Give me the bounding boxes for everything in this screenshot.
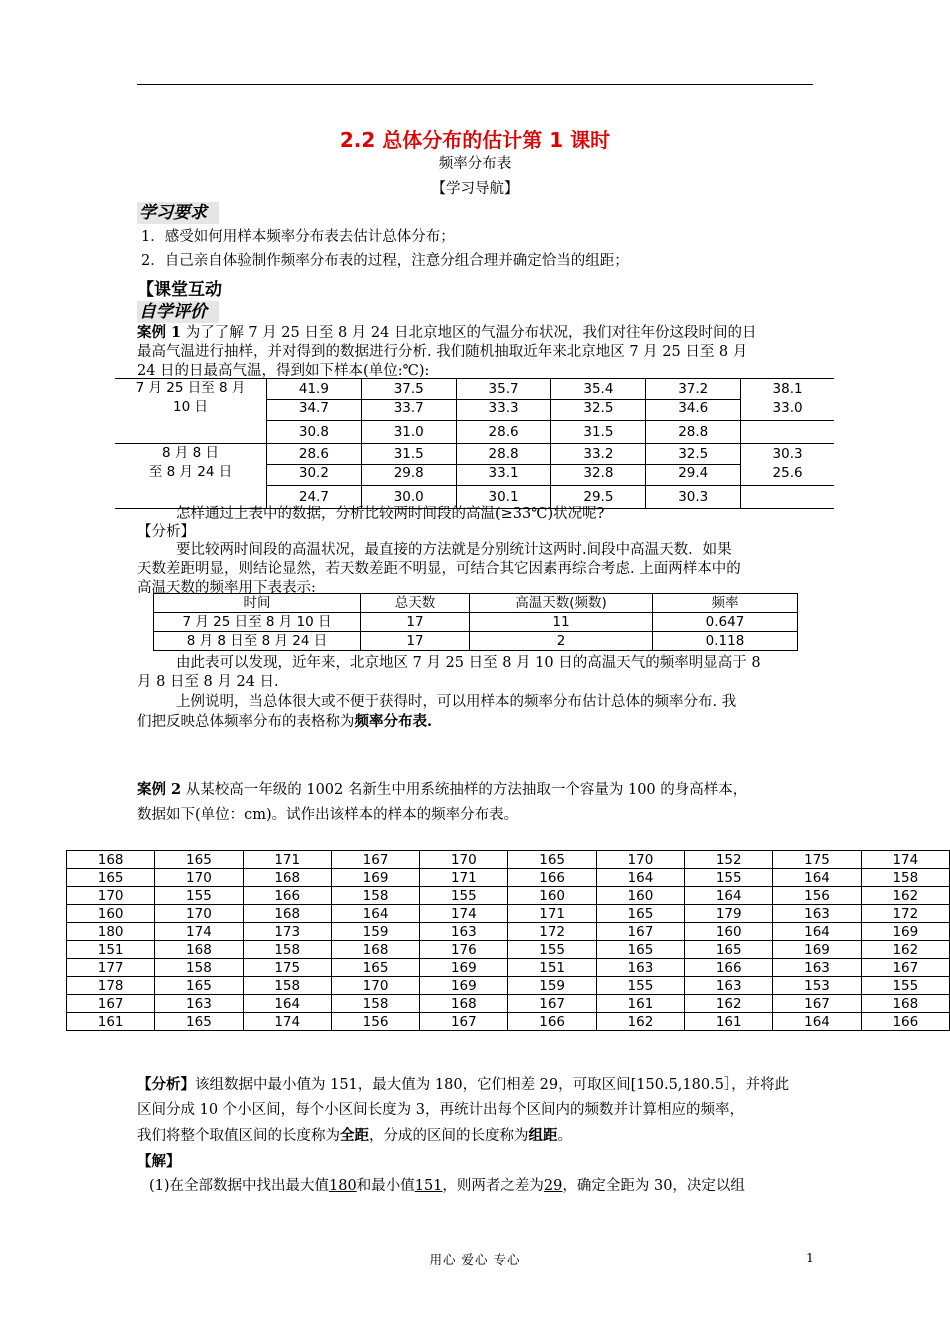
table-cell: 28.6	[456, 421, 551, 444]
table-row	[67, 959, 950, 977]
case1-label: 案例 1	[137, 324, 182, 341]
table-cell: 163	[773, 905, 861, 923]
case1-line2: 最高气温进行抽样，并对得到的数据进行分析. 我们随机抽取近年来北京地区 7 月 25 日至 8 月	[137, 344, 748, 360]
difference-value: 29	[543, 1178, 563, 1194]
term-full-range: 全距	[340, 1127, 369, 1144]
subtitle: 频率分布表	[438, 156, 512, 172]
table-cell: 151	[67, 941, 155, 959]
table-cell: 166	[508, 1013, 596, 1031]
table-cell: 167	[508, 995, 596, 1013]
table-cell: 174	[861, 851, 949, 869]
period1-line2: 10 日	[173, 399, 208, 415]
table-cell: 170	[331, 977, 419, 995]
table-cell: 166	[861, 1013, 949, 1031]
table-row	[154, 632, 798, 651]
table-cell: 163	[596, 959, 684, 977]
max-value: 180	[329, 1178, 357, 1194]
table-cell: 0.647	[653, 613, 798, 632]
table-cell: 164	[773, 869, 861, 887]
table-cell: 165	[67, 869, 155, 887]
table-cell: 164	[685, 887, 773, 905]
table-cell: 163	[773, 959, 861, 977]
table-cell: 169	[773, 941, 861, 959]
table-cell: 31.5	[551, 421, 646, 444]
page-number: 1	[806, 1250, 814, 1265]
table-cell: 169	[420, 977, 508, 995]
table-cell: 35.7	[456, 379, 551, 400]
table-cell: 166	[685, 959, 773, 977]
table-cell: 155	[420, 887, 508, 905]
summary-text: 们把反映总体频率分布的表格称为	[137, 714, 355, 730]
case2-analysis-label: 【分析】	[137, 1076, 195, 1093]
table-cell: 159	[508, 977, 596, 995]
case1-analysis-line1: 要比较两时间段的高温状况，最直接的方法就是分别统计这两时.间段中高温天数．如果	[176, 542, 732, 558]
table-cell: 170	[155, 869, 243, 887]
table-row	[115, 444, 834, 465]
table-cell: 33.3	[456, 400, 551, 421]
table-cell: 158	[861, 869, 949, 887]
table-cell: 171	[508, 905, 596, 923]
text: (1)在全部数据中找出最大值	[149, 1178, 330, 1194]
table-cell: 167	[420, 1013, 508, 1031]
table-row	[67, 1013, 950, 1031]
table-cell: 165	[596, 941, 684, 959]
requirement-item-2: 2．自己亲自体验制作频率分布表的过程，注意分组合理并确定恰当的组距；	[141, 253, 629, 269]
case1-analysis-line2: 天数差距明显，则结论显然，若天数差距不明显，可结合其它因素再综合考虑. 上面两样本中的	[137, 561, 741, 577]
table-cell: 165	[155, 851, 243, 869]
table-cell: 11	[470, 613, 653, 632]
summary-line2	[137, 712, 827, 732]
table-cell: 158	[155, 959, 243, 977]
table-cell: 17	[361, 613, 470, 632]
table-cell	[741, 421, 834, 444]
header-rule	[137, 84, 813, 85]
table-cell: 163	[155, 995, 243, 1013]
table-cell: 172	[861, 905, 949, 923]
table-cell: 162	[685, 995, 773, 1013]
conclusion-line1: 由此表可以发现，近年来，北京地区 7 月 25 日至 8 月 10 日的高温天气的频率明显高于 8	[176, 655, 761, 671]
table-cell: 30.2	[267, 465, 362, 486]
table-cell: 28.8	[646, 421, 741, 444]
table-cell: 24.7	[267, 486, 362, 509]
table-cell: 165	[331, 959, 419, 977]
table-cell: 174	[155, 923, 243, 941]
table-row	[67, 995, 950, 1013]
table-cell: 167	[596, 923, 684, 941]
frequency-table	[153, 593, 798, 651]
table-cell: 158	[243, 941, 331, 959]
table-cell: 156	[331, 1013, 419, 1031]
table-cell: 174	[420, 905, 508, 923]
table-cell: 169	[861, 923, 949, 941]
page-title: 2.2 总体分布的估计第 1 课时	[339, 128, 611, 152]
table-cell: 167	[67, 995, 155, 1013]
table-cell: 166	[508, 869, 596, 887]
table-cell: 164	[773, 923, 861, 941]
term-frequency-table: 频率分布表.	[354, 713, 433, 730]
table-cell: 162	[861, 941, 949, 959]
table-cell: 164	[331, 905, 419, 923]
case2-analysis-line2: 区间分成 10 个小区间，每个小区间长度为 3，再统计出每个区间内的频数并计算相应的频率，	[137, 1102, 744, 1118]
table-cell: 29.5	[551, 486, 646, 509]
table-cell: 161	[685, 1013, 773, 1031]
period2-line2: 至 8 月 24 日	[148, 464, 233, 480]
table-cell: 165	[596, 905, 684, 923]
column-header: 总天数	[361, 594, 470, 613]
table-cell: 7 月 25 日至 8 月 10 日	[154, 613, 361, 632]
table-cell: 28.6	[267, 444, 362, 465]
table-cell: 2	[470, 632, 653, 651]
table-cell: 164	[243, 995, 331, 1013]
table-cell: 17	[361, 632, 470, 651]
table-cell: 155	[155, 887, 243, 905]
table-cell: 155	[685, 869, 773, 887]
table-cell: 32.5	[551, 400, 646, 421]
table-cell: 151	[508, 959, 596, 977]
period2-label	[115, 444, 267, 509]
table-cell: 163	[420, 923, 508, 941]
table-cell: 153	[773, 977, 861, 995]
table-row	[67, 941, 950, 959]
table-row	[67, 869, 950, 887]
table-cell: 38.1	[741, 379, 834, 400]
table-cell: 167	[331, 851, 419, 869]
text: 我们将整个取值区间的长度称为	[137, 1128, 340, 1144]
table-cell: 164	[596, 869, 684, 887]
column-header: 高温天数(频数)	[470, 594, 653, 613]
table-cell: 29.4	[646, 465, 741, 486]
case2-analysis	[137, 1072, 827, 1199]
solution-label: 【解】	[137, 1153, 181, 1170]
table-cell: 30.8	[267, 421, 362, 444]
table-cell: 177	[67, 959, 155, 977]
table-cell: 168	[243, 905, 331, 923]
table-cell: 162	[861, 887, 949, 905]
case2-intro	[137, 777, 827, 828]
text: ，确定全距为 30，决定以组	[562, 1178, 745, 1194]
table-cell: 37.2	[646, 379, 741, 400]
table-row	[67, 887, 950, 905]
table-cell: 163	[685, 977, 773, 995]
nav-heading: 【学习导航】	[431, 181, 519, 197]
table-cell: 31.0	[361, 421, 456, 444]
table-cell: 170	[420, 851, 508, 869]
case2-label: 案例 2	[137, 781, 182, 798]
table-cell: 25.6	[772, 464, 803, 481]
case1-line3: 24 日的日最高气温，得到如下样本(单位:℃):	[137, 363, 430, 379]
table-cell: 30.0	[361, 486, 456, 509]
table-cell: 180	[67, 923, 155, 941]
text: ，则两者之差为	[442, 1178, 544, 1194]
table-cell: 168	[861, 995, 949, 1013]
table-cell: 30.3	[741, 444, 834, 465]
table-cell: 165	[155, 977, 243, 995]
period2-line1: 8 月 8 日	[161, 445, 220, 461]
case1-intro	[137, 323, 827, 381]
table-cell: 175	[243, 959, 331, 977]
table-cell: 162	[596, 1013, 684, 1031]
table-cell: 168	[67, 851, 155, 869]
case2-line2: 数据如下(单位：cm)。试作出该样本的样本的频率分布表。	[137, 807, 519, 823]
requirements-heading: 学习要求	[137, 202, 219, 224]
term-class-width: 组距	[528, 1127, 558, 1144]
case2-line1: 从某校高一年级的 1002 名新生中用系统抽样的方法抽取一个容量为 100 的身高样本，	[185, 782, 748, 798]
table-row	[67, 977, 950, 995]
table-cell: 160	[67, 905, 155, 923]
table-cell: 168	[155, 941, 243, 959]
table-cell: 164	[773, 1013, 861, 1031]
table-cell: 161	[67, 1013, 155, 1031]
text: ，分成的区间的长度称为	[369, 1128, 529, 1144]
table-cell: 29.8	[361, 465, 456, 486]
table-cell: 170	[155, 905, 243, 923]
table-cell: 30.1	[456, 486, 551, 509]
footer-text: 用心 爱心 专心	[429, 1252, 521, 1267]
table-cell: 28.8	[456, 444, 551, 465]
table-cell: 160	[685, 923, 773, 941]
table-cell: 30.3	[646, 486, 741, 509]
table-cell: 41.9	[267, 379, 362, 400]
case1-line1: 为了了解 7 月 25 日至 8 月 24 日北京地区的气温分布状况，我们对往年份这段时间的日	[185, 325, 757, 341]
table-cell: 156	[773, 887, 861, 905]
table-cell: 178	[67, 977, 155, 995]
table-cell: 34.6	[646, 400, 741, 421]
case2-analysis-line3	[137, 1123, 827, 1149]
table-cell: 152	[685, 851, 773, 869]
period1-line1: 7 月 25 日至 8 月	[135, 380, 246, 396]
summary-line1: 上例说明，当总体很大或不便于获得时，可以用样本的频率分布估计总体的频率分布. 我	[176, 694, 737, 710]
self-eval-heading: 自学评价	[137, 301, 219, 323]
solution-line1	[137, 1174, 827, 1199]
conclusion-line2: 月 8 日至 8 月 24 日.	[137, 674, 279, 690]
table-cell: 159	[331, 923, 419, 941]
table-cell: 33.1	[456, 465, 551, 486]
table-cell: 33.2	[551, 444, 646, 465]
table-cell: 158	[331, 887, 419, 905]
table-cell: 0.118	[653, 632, 798, 651]
table-cell: 37.5	[361, 379, 456, 400]
table-cell: 167	[861, 959, 949, 977]
table-cell: 174	[243, 1013, 331, 1031]
table-row	[67, 923, 950, 941]
column-header: 频率	[653, 594, 798, 613]
table-cell: 34.7	[267, 400, 362, 421]
table-cell: 173	[243, 923, 331, 941]
table-cell: 168	[331, 941, 419, 959]
table-cell: 160	[508, 887, 596, 905]
table-cell: 172	[508, 923, 596, 941]
temperature-table	[115, 378, 834, 509]
table-cell: 169	[331, 869, 419, 887]
table-cell: 169	[420, 959, 508, 977]
table-cell: 158	[243, 977, 331, 995]
case2-analysis-line1: 该组数据中最小值为 151，最大值为 180，它们相差 29，可取区间[150.5,180.5］，并将此	[195, 1077, 790, 1093]
table-cell: 165	[685, 941, 773, 959]
table-cell: 166	[243, 887, 331, 905]
table-cell: 179	[685, 905, 773, 923]
table-cell: 32.5	[646, 444, 741, 465]
table-cell: 33.0	[772, 399, 803, 416]
table-row	[154, 613, 798, 632]
table-cell: 175	[773, 851, 861, 869]
table-cell: 170	[596, 851, 684, 869]
table-cell: 158	[331, 995, 419, 1013]
table-cell: 168	[420, 995, 508, 1013]
table-cell: 31.5	[361, 444, 456, 465]
period1-label	[115, 379, 267, 444]
column-header: 时间	[154, 594, 361, 613]
table-header-row	[154, 594, 798, 613]
table-cell: 161	[596, 995, 684, 1013]
case1-analysis-line3: 高温天数的频率用下表表示:	[137, 580, 316, 596]
table-cell: 155	[596, 977, 684, 995]
height-data-table	[66, 850, 950, 1031]
table-cell: 155	[508, 941, 596, 959]
case1-question: 怎样通过上表中的数据，分析比较两时间段的高温(≥33℃)状况呢?	[176, 506, 605, 522]
table-cell: 8 月 8 日至 8 月 24 日	[154, 632, 361, 651]
table-cell: 170	[67, 887, 155, 905]
table-cell: 168	[243, 869, 331, 887]
table-cell: 171	[243, 851, 331, 869]
table-cell: 165	[155, 1013, 243, 1031]
table-cell: 167	[773, 995, 861, 1013]
table-cell: 32.8	[551, 465, 646, 486]
table-cell	[741, 486, 834, 509]
table-cell: 176	[420, 941, 508, 959]
requirement-item-1: 1．感受如何用样本频率分布表去估计总体分布；	[141, 229, 455, 245]
table-cell: 171	[420, 869, 508, 887]
case1-analysis-label: 【分析】	[137, 524, 195, 540]
classroom-heading: 【课堂互动	[137, 280, 222, 300]
table-cell: 35.4	[551, 379, 646, 400]
table-cell: 160	[596, 887, 684, 905]
text: 。	[557, 1128, 572, 1144]
table-row	[67, 851, 950, 869]
table-cell: 155	[861, 977, 949, 995]
min-value: 151	[414, 1178, 443, 1194]
text: 和最小值	[356, 1178, 415, 1194]
case1-analysis	[137, 541, 827, 598]
table-row	[115, 379, 834, 400]
table-cell: 165	[508, 851, 596, 869]
table-row	[67, 905, 950, 923]
case1-conclusion	[137, 654, 827, 732]
table-cell: 33.7	[361, 400, 456, 421]
